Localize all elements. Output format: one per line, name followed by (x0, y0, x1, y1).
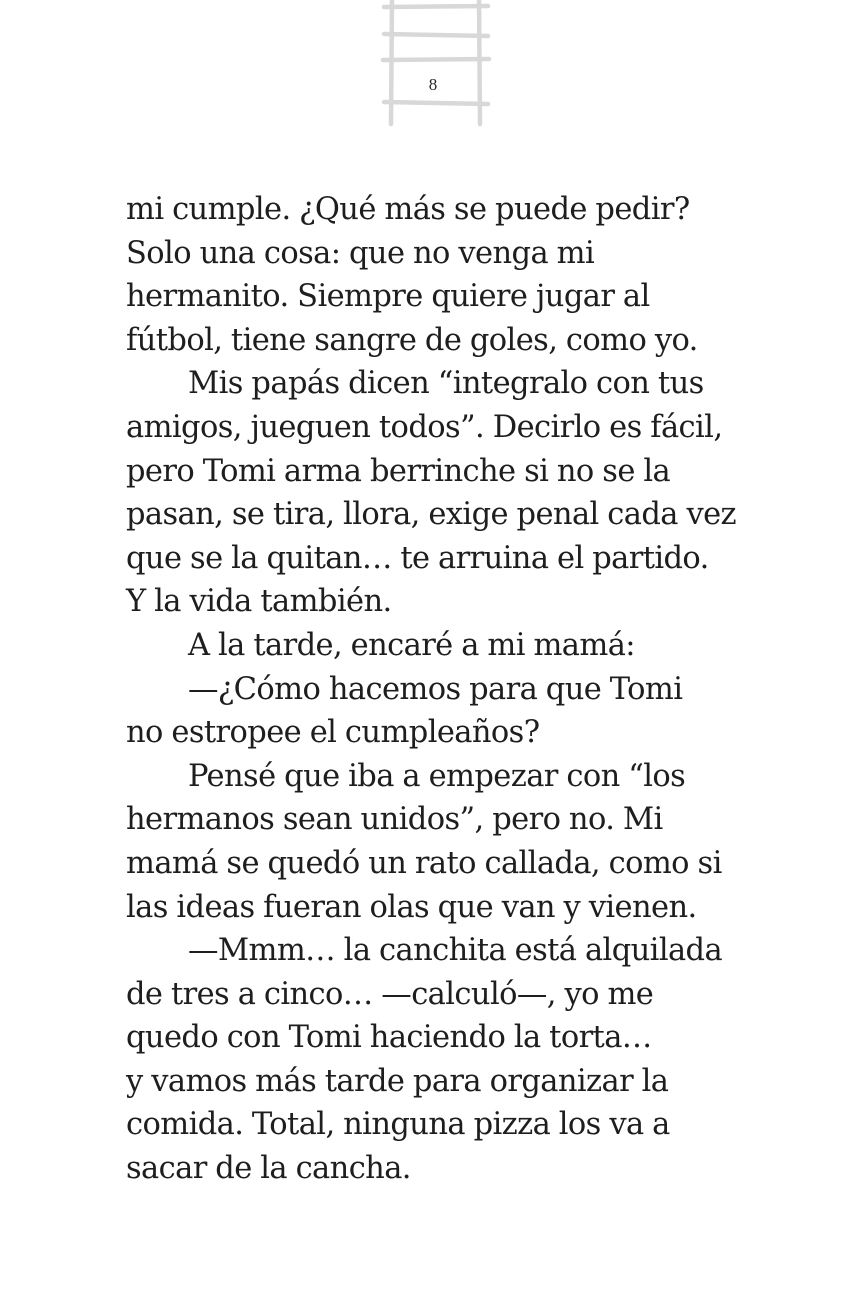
text-line: y vamos más tarde para organizar la (126, 1063, 669, 1099)
text-line: comida. Total, ninguna pizza los va a (126, 1107, 670, 1143)
text-line: hermanos sean unidos”, pero no. Mi (126, 802, 663, 838)
text-line: mi cumple. ¿Qué más se puede pedir? (126, 192, 690, 227)
text-line: las ideas fueran olas que van y vienen. (126, 889, 697, 925)
text-line: mamá se quedó un rato callada, como si (126, 845, 722, 881)
text-line: —¿Cómo hacemos para que Tomi (188, 671, 683, 707)
text-line: no estropee el cumpleaños? (126, 715, 540, 751)
text-line: Mis papás dicen “integralo con tus (188, 366, 704, 402)
body-text (126, 188, 766, 1191)
text-line: pero Tomi arma berrinche si no se la (126, 453, 671, 489)
text-line: sacar de la cancha. (126, 1151, 411, 1187)
text-line: Pensé que iba a empezar con “los (188, 758, 686, 794)
text-line: quedo con Tomi haciendo la torta… (126, 1020, 652, 1056)
text-line: Solo una cosa: que no venga mi (126, 235, 595, 271)
text-line: que se la quitan… te arruina el partido. (126, 540, 709, 576)
text-line: —Mmm… la canchita está alquilada (188, 933, 723, 969)
text-line: hermanito. Siempre quiere jugar al (126, 279, 650, 315)
text-line: Y la vida también. (126, 584, 392, 620)
text-line: de tres a cinco… —calculó—, yo me (126, 976, 654, 1012)
text-line: amigos, jueguen todos”. Decirlo es fácil, (126, 409, 723, 445)
ladder-ornament (380, 0, 492, 128)
page-number: 8 (428, 75, 438, 94)
text-line: pasan, se tira, llora, exige penal cada vez (126, 497, 737, 533)
text-line: A la tarde, encaré a mi mamá: (188, 627, 635, 663)
text-line: fútbol, tiene sangre de goles, como yo. (126, 322, 698, 358)
